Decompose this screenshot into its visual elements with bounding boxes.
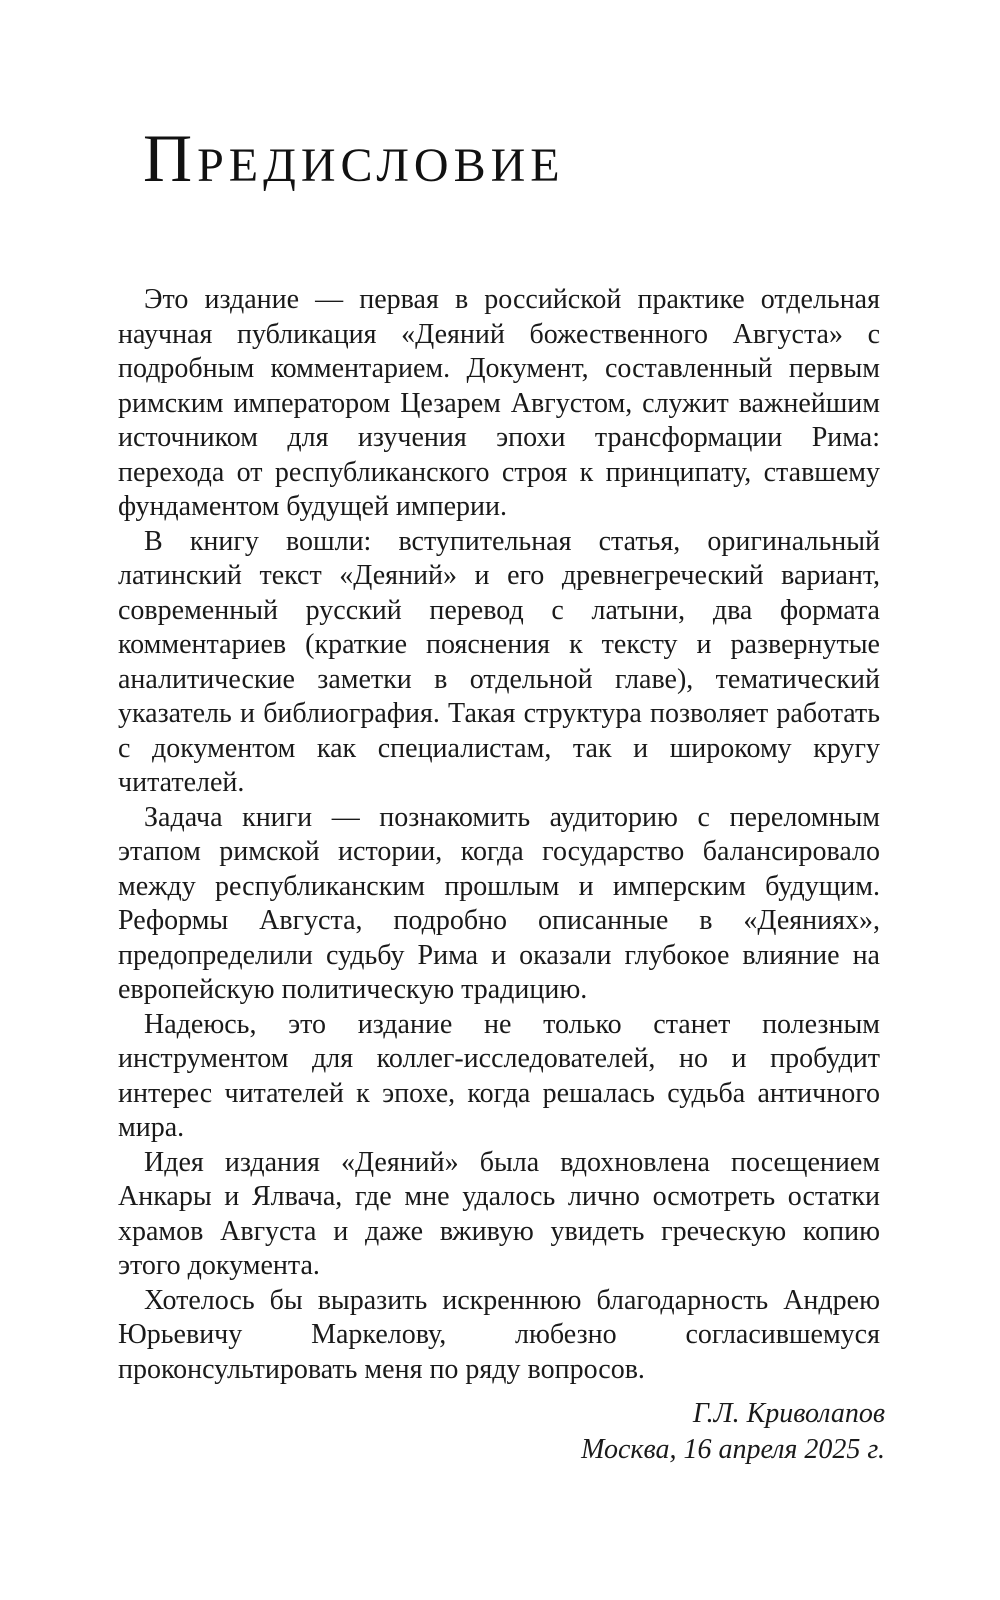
paragraph: Надеюсь, это издание не только станет полезным инструментом для коллег-исследователей, но и пробудит интерес читателей к эпохе, когда решалась судьба античного мира. xyxy=(118,1008,880,1143)
paragraph: Хотелось бы выразить искреннюю благодарность Андрею Юрьевичу Маркелову, любезно согласившемуся проконсультировать меня по ряду вопросов. xyxy=(118,1284,880,1385)
page-title: Предисловие xyxy=(143,120,565,196)
paragraph: Идея издания «Деяний» была вдохновлена посещением Анкары и Ялвача, где мне удалось лично осмотреть остатки храмов Августа и даже вживую увидеть греческую копию этого документа. xyxy=(118,1146,880,1281)
preface-body xyxy=(118,283,880,1387)
paragraph: В книгу вошли: вступительная статья, оригинальный латинский текст «Деяний» и его древнегреческий вариант, современный русский перевод с латыни, два формата комментариев (краткие пояснения к тексту и развернутые аналитические заметки в отдельной главе), тематический указатель и библиография. Такая структура позволяет работать с документом как специалистам, так и широкому кругу читателей. xyxy=(118,525,880,798)
paragraph: Задача книги — познакомить аудиторию с переломным этапом римской истории, когда государство балансировало между республиканским прошлым и имперским будущим. Реформы Августа, подробно описанные в «Деяниях», предопределили судьбу Рима и оказали глубокое влияние на европейскую политическую традицию. xyxy=(118,801,880,1005)
author-name: Г.Л. Криволапов xyxy=(692,1398,885,1429)
signature-block xyxy=(118,1396,885,1468)
paragraph: Это издание — первая в российской практике отдельная научная публикация «Деяний божественного Августа» с подробным комментарием. Документ, составленный первым римским императором Цезарем Августом, служит важнейшим источником для изучения эпохи трансформации Рима: перехода от республиканского строя к принципату, ставшему фундаментом будущей империи. xyxy=(118,284,880,522)
place-date: Москва, 16 апреля 2025 г. xyxy=(581,1434,885,1465)
